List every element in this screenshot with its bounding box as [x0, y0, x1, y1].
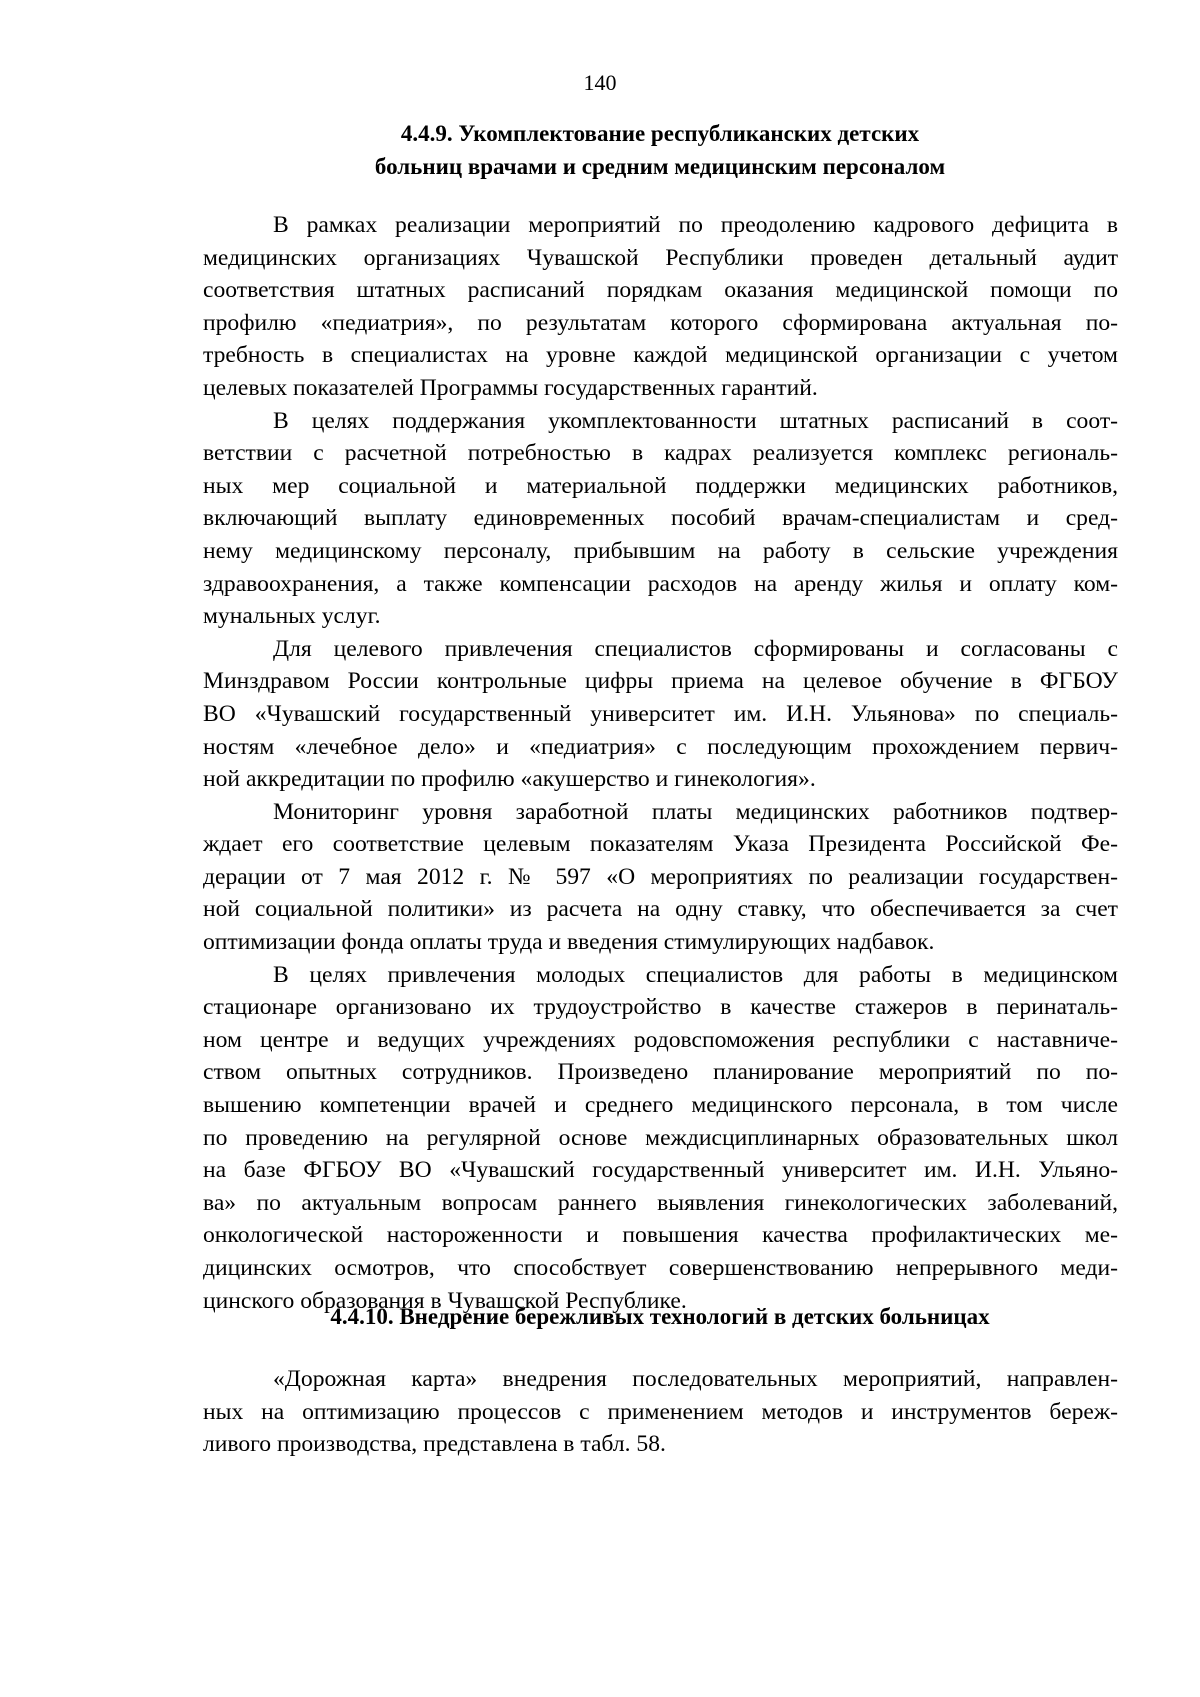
text-line: «Дорожная карта» внедрения последовательных мероприятий, направлен-: [273, 1366, 1118, 1392]
text-line: Мониторинг уровня заработной платы медицинских работников подтвер-: [273, 798, 1118, 825]
section-heading: [200, 1300, 1120, 1333]
page-number: 140: [583, 70, 617, 95]
text-line: медицинских организациях Чувашской Республики проведен детальный аудит: [203, 244, 1118, 271]
section-body: [203, 1363, 1118, 1461]
text-line: цинского образования в Чувашской Республике.: [203, 1287, 687, 1314]
text-line: ном центре и ведущих учреждениях родовспоможения республики с наставниче-: [203, 1026, 1118, 1053]
text-line: требность в специалистах на уровне каждой медицинской организации с учетом: [203, 342, 1118, 369]
paragraph: [203, 209, 1118, 405]
heading-line: 4.4.10. Внедрение бережливых технологий в детских больницах: [330, 1304, 990, 1329]
text-line: стационаре организовано их трудоустройство в качестве стажеров в перинаталь-: [203, 994, 1118, 1021]
paragraph: [203, 796, 1118, 959]
heading-line: больниц врачами и средним медицинским персоналом: [374, 154, 946, 179]
text-line: включающий выплату единовременных пособий врачам-специалистам и сред-: [203, 505, 1118, 532]
text-line: ных на оптимизацию процессов с применением методов и инструментов береж-: [203, 1398, 1118, 1425]
text-line: целевых показателей Программы государственных гарантий.: [203, 374, 818, 401]
text-line: на базе ФГБОУ ВО «Чувашский государственный университет им. И.Н. Ульяно-: [203, 1157, 1118, 1184]
text-line: ных мер социальной и материальной поддержки медицинских работников,: [203, 472, 1118, 499]
text-line: ВО «Чувашский государственный университет им. И.Н. Ульянова» по специаль-: [203, 700, 1118, 727]
text-line: нему медицинскому персоналу, прибывшим на работу в сельские учреждения: [203, 537, 1118, 564]
section-heading: [200, 117, 1120, 183]
text-line: онкологической настороженности и повышения качества профилактических ме-: [203, 1222, 1118, 1249]
text-line: В рамках реализации мероприятий по преодолению кадрового дефицита в: [273, 212, 1118, 238]
text-line: ждает его соответствие целевым показателям Указа Президента Российской Фе-: [203, 831, 1118, 858]
paragraph: [203, 405, 1118, 633]
text-line: ностям «лечебное дело» и «педиатрия» с последующим прохождением первич-: [203, 733, 1118, 760]
text-line: ством опытных сотрудников. Произведено планирование мероприятий по по-: [203, 1059, 1118, 1086]
heading-line: 4.4.9. Укомплектование республиканских детских: [400, 121, 920, 146]
paragraph: [203, 633, 1118, 796]
text-line: ливого производства, представлена в табл. 58.: [203, 1431, 666, 1458]
text-line: Минздравом России контрольные цифры приема на целевое обучение в ФГБОУ: [203, 668, 1118, 695]
section-body: [203, 209, 1118, 1317]
text-line: вышению компетенции врачей и среднего медицинского персонала, в том числе: [203, 1092, 1118, 1119]
text-line: дерации от 7 мая 2012 г. № 597 «О мероприятиях по реализации государствен-: [203, 863, 1118, 890]
text-line: ва» по актуальным вопросам раннего выявления гинекологических заболеваний,: [203, 1189, 1118, 1216]
text-line: профилю «педиатрия», по результатам которого сформирована актуальная по-: [203, 309, 1118, 336]
text-line: по проведению на регулярной основе междисциплинарных образовательных школ: [203, 1124, 1118, 1151]
text-line: ной социальной политики» из расчета на одну ставку, что обеспечивается за счет: [203, 896, 1118, 923]
text-line: здравоохранения, а также компенсации расходов на аренду жилья и оплату ком-: [203, 570, 1118, 597]
text-line: соответствия штатных расписаний порядкам оказания медицинской помощи по: [203, 277, 1118, 304]
text-line: оптимизации фонда оплаты труда и введения стимулирующих надбавок.: [203, 929, 935, 956]
text-line: дицинских осмотров, что способствует совершенствованию непрерывного меди-: [203, 1255, 1118, 1281]
text-line: мунальных услуг.: [203, 603, 381, 630]
text-line: ной аккредитации по профилю «акушерство и гинекология».: [203, 766, 816, 793]
text-line: В целях поддержания укомплектованности штатных расписаний в соот-: [273, 407, 1118, 434]
text-line: ветствии с расчетной потребностью в кадрах реализуется комплекс региональ-: [203, 440, 1118, 467]
paragraph: [203, 1363, 1118, 1461]
text-line: Для целевого привлечения специалистов сформированы и согласованы с: [273, 635, 1118, 662]
text-line: В целях привлечения молодых специалистов для работы в медицинском: [273, 961, 1118, 988]
paragraph: [203, 959, 1118, 1318]
